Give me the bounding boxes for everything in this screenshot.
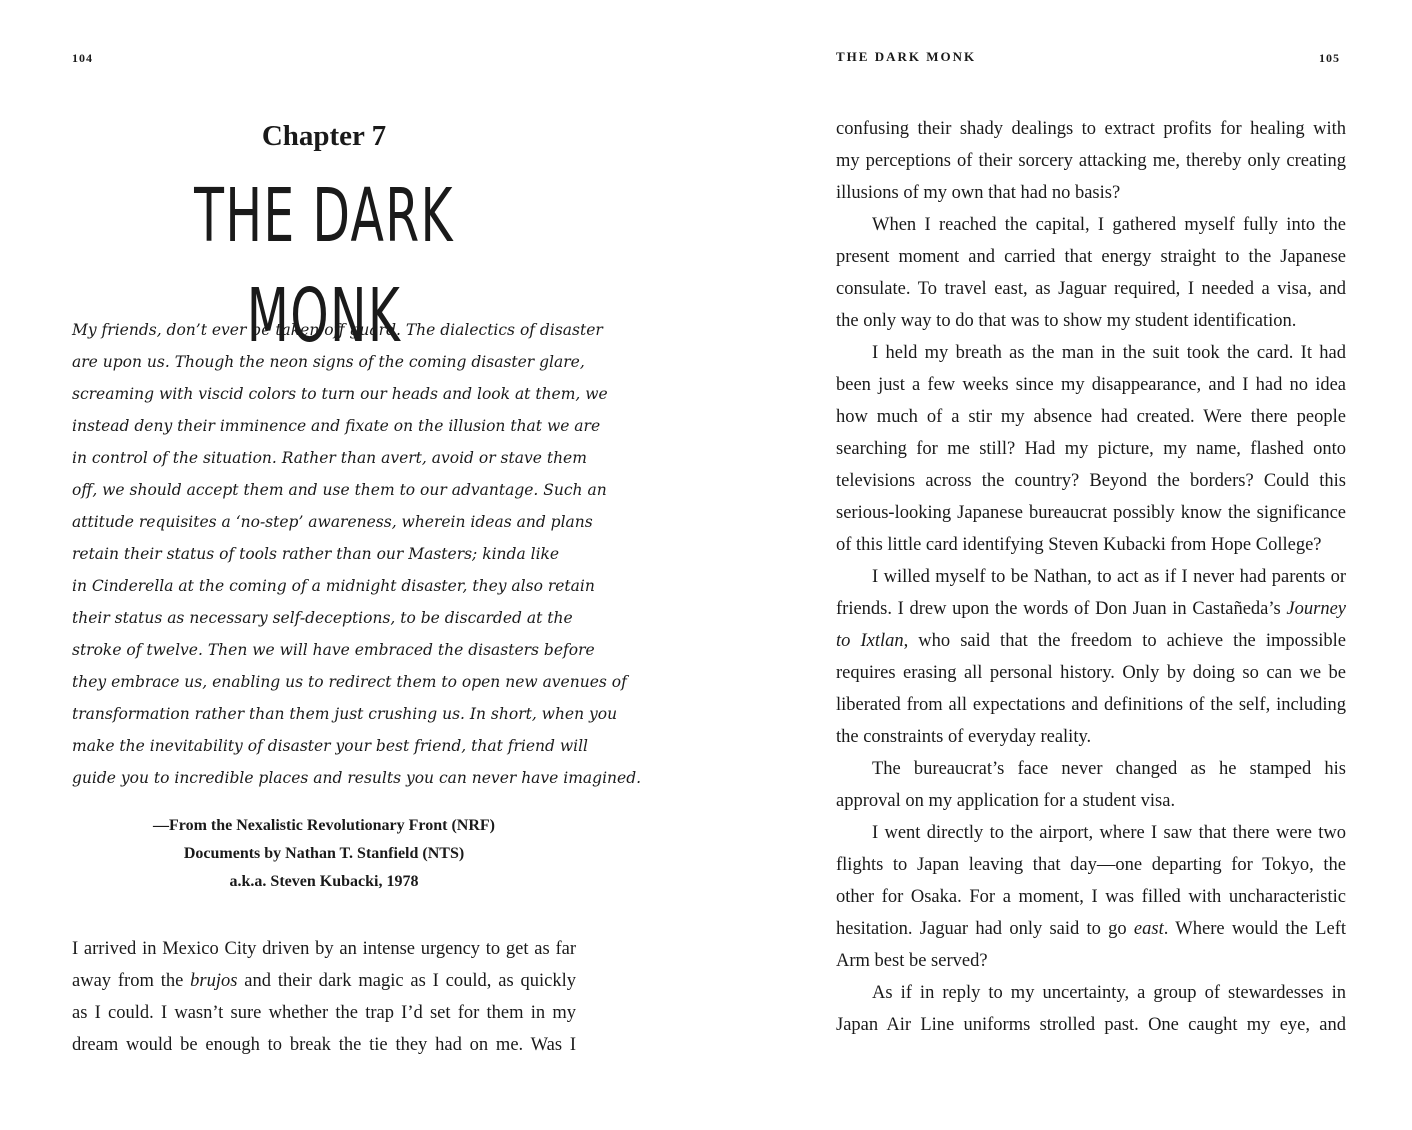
- text-line: hesitation. Jaguar had only said to go east. Where would the Left: [836, 919, 1346, 939]
- text-line: away from the brujos and their dark magic as I could, as quickly: [72, 971, 576, 991]
- text-line: of this little card identifying Steven Kubacki from Hope College?: [836, 535, 1322, 555]
- running-head: THE DARK MONK: [836, 49, 977, 64]
- text-line: approval on my application for a student visa.: [836, 791, 1176, 811]
- epigraph-line: My friends, don’t ever be taken off guard. The dialectics of disaster: [72, 321, 603, 339]
- chapter-label: Chapter 7: [261, 120, 387, 152]
- text-line: flights to Japan leaving that day—one departing for Tokyo, the: [836, 855, 1346, 875]
- chapter-title: THE DARK MONK: [194, 173, 454, 359]
- epigraph-line: transformation rather than them just crushing us. In short, when you: [72, 705, 618, 723]
- text-line: As if in reply to my uncertainty, a group of stewardesses in: [872, 983, 1346, 1003]
- epigraph-line: stroke of twelve. Then we will have embraced the disasters before: [72, 641, 595, 659]
- epigraph: [72, 314, 642, 794]
- right-page: [706, 0, 1412, 1130]
- text-line: present moment and carried that energy straight to the Japanese: [836, 247, 1346, 267]
- text-line: friends. I drew upon the words of Don Juan in Castañeda’s Journey: [836, 599, 1346, 619]
- text-line: been just a few weeks since my disappearance, and I had no idea: [836, 375, 1346, 395]
- page-number-left: 104: [72, 51, 93, 65]
- text-line: as I could. I wasn’t sure whether the trap I’d set for them in my: [72, 1003, 576, 1023]
- attribution-line: —From the Nexalistic Revolutionary Front (NRF): [152, 817, 495, 834]
- text-line: When I reached the capital, I gathered myself fully into the: [872, 215, 1346, 235]
- page-number-right: 105: [1319, 51, 1340, 65]
- text-line: confusing their shady dealings to extract profits for healing with: [836, 119, 1346, 139]
- text-line: I went directly to the airport, where I saw that there were two: [872, 823, 1346, 843]
- text-line: searching for me still? Had my picture, my name, flashed onto: [836, 439, 1346, 459]
- text-line: dream would be enough to break the tie they had on me. Was I: [72, 1035, 576, 1055]
- epigraph-line: attitude requisites a ‘no-step’ awareness, wherein ideas and plans: [72, 513, 593, 531]
- text-line: televisions across the country? Beyond the borders? Could this: [836, 471, 1346, 491]
- text-line: requires erasing all personal history. Only by doing so can we be: [836, 663, 1346, 683]
- text-line: the constraints of everyday reality.: [836, 727, 1092, 747]
- epigraph-line: off, we should accept them and use them to our advantage. Such an: [72, 481, 607, 499]
- epigraph-line: screaming with viscid colors to turn our heads and look at them, we: [72, 385, 608, 403]
- epigraph-attribution: [72, 812, 576, 896]
- text-line: other for Osaka. For a moment, I was filled with uncharacteristic: [836, 887, 1346, 907]
- epigraph-line: make the inevitability of disaster your best friend, that friend will: [72, 737, 589, 755]
- epigraph-line: they embrace us, enabling us to redirect them to open new avenues of: [72, 673, 627, 691]
- text-line: liberated from all expectations and definitions of the self, including: [836, 695, 1346, 715]
- text-line: The bureaucrat’s face never changed as he stamped his: [872, 759, 1346, 779]
- epigraph-line: retain their status of tools rather than our Masters; kinda like: [72, 545, 560, 563]
- text-line: I held my breath as the man in the suit took the card. It had: [872, 343, 1346, 363]
- epigraph-line: in control of the situation. Rather than avert, avoid or stave them: [72, 449, 587, 467]
- text-line: I arrived in Mexico City driven by an intense urgency to get as far: [72, 939, 576, 959]
- epigraph-line: guide you to incredible places and results you can never have imagined.: [72, 769, 642, 787]
- text-line: to Ixtlan, who said that the freedom to achieve the impossible: [836, 631, 1346, 651]
- text-line: serious-looking Japanese bureaucrat possibly know the significance: [836, 503, 1346, 523]
- text-line: illusions of my own that had no basis?: [836, 183, 1121, 203]
- epigraph-line: instead deny their imminence and fixate on the illusion that we are: [72, 417, 601, 435]
- body-text-left: [72, 933, 576, 1061]
- text-line: Arm best be served?: [836, 951, 988, 971]
- text-line: my perceptions of their sorcery attacking me, thereby only creating: [836, 151, 1346, 171]
- text-line: consulate. To travel east, as Jaguar required, I needed a visa, and: [836, 279, 1346, 299]
- text-line: the only way to do that was to show my student identification.: [836, 311, 1297, 331]
- attribution-line: Documents by Nathan T. Stanfield (NTS): [183, 845, 465, 862]
- attribution-line: a.k.a. Steven Kubacki, 1978: [229, 873, 419, 890]
- text-line: how much of a stir my absence had created. Were there people: [836, 407, 1346, 427]
- epigraph-line: in Cinderella at the coming of a midnight disaster, they also retain: [72, 577, 595, 595]
- text-line: Japan Air Line uniforms strolled past. One caught my eye, and: [836, 1015, 1346, 1035]
- epigraph-line: their status as necessary self-deceptions, to be discarded at the: [72, 609, 573, 627]
- text-line: I willed myself to be Nathan, to act as if I never had parents or: [872, 567, 1346, 587]
- epigraph-line: are upon us. Though the neon signs of the coming disaster glare,: [72, 353, 585, 371]
- body-text-right: [836, 113, 1346, 1041]
